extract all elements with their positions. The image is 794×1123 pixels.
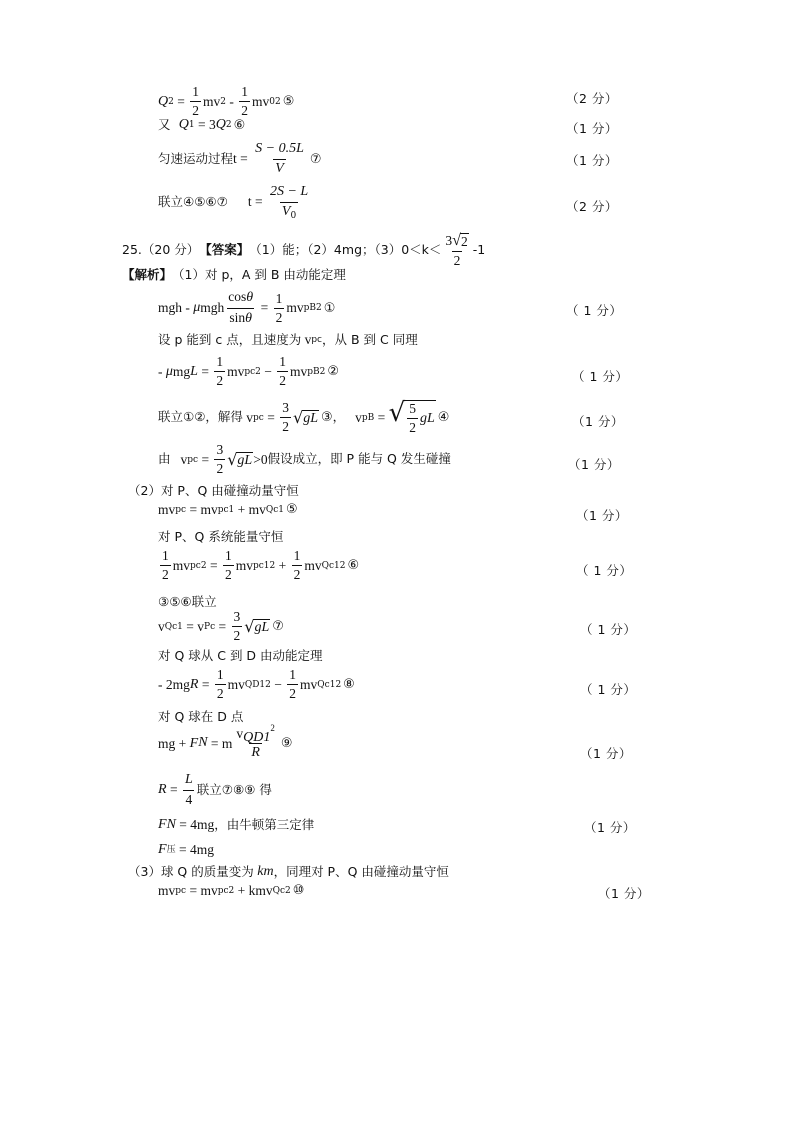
eq-q2: Q 2 = $\frac{1}{2}$ mv 2 - $\frac{1}{2}$ mv 0 2 ⑤ <box>158 84 295 119</box>
analysis-heading: 【解析】 （1）对 p，A 到 B 由动能定理 <box>122 267 346 282</box>
score-line: （1 分） <box>568 457 620 472</box>
question-25-answer: 25.（20 分） 【答案】 （1）能；（2）4mg；（3）0＜k＜ 3 √ 2 2 -1 <box>122 232 486 269</box>
eq-q1: 又 Q 1 = 3 Q 2 ⑥ <box>158 116 246 133</box>
eq-result-t: 联立④⑤⑥⑦ t = $\frac{2S - L}{V_0}$ <box>158 184 309 221</box>
eq-solve-velocities: 联立①②，解得 v pc = $\frac{3}{2}$ √ gL ③ ， v pB = √ $\frac{5}{2}$ gL ④ <box>158 398 450 436</box>
score-line: （ 1 分） <box>580 682 637 697</box>
marker-5b: ⑤ <box>286 502 298 518</box>
eq-collision-check: 由 v pc = $\frac{3}{2}$ √ gL >0 假设成立，即 P 能与 Q 发生碰撞 <box>158 442 451 477</box>
marker-8: ⑧ <box>343 677 355 693</box>
eq-pressure-force: F 压 = 4mg <box>158 842 214 858</box>
marker-9: ⑨ <box>280 736 293 752</box>
assumption-line: 设 p 能到 c 点，且速度为 v pc ，从 B 到 C 同理 <box>158 331 418 347</box>
eq-momentum-1: mv pc = mv pc1 + mv Qc1 ⑤ <box>158 502 298 518</box>
part-2-heading: （2）对 P、Q 由碰撞动量守恒 <box>128 483 299 498</box>
score-line: （1 分） <box>566 121 618 136</box>
eq-energy-cd: - 2mg R = $\frac{1}{2}$ mv QD1 2 − $\frac{1}{2}$ mv Qc1 2 ⑧ <box>158 667 355 702</box>
marker-7b: ⑦ <box>272 619 284 635</box>
score-line: （2 分） <box>566 91 618 106</box>
score-line: （1 分） <box>584 820 636 835</box>
score-line: （ 1 分） <box>572 369 629 384</box>
score-line: （1 分） <box>566 153 618 168</box>
eq-uniform-motion: 匀速运动过程 t = $\frac{S - 0.5L}{V}$ ⑦ <box>158 141 322 176</box>
part-3-heading: （3）球 Q 的质量变为 km ，同理对 P、Q 由碰撞动量守恒 <box>128 863 449 879</box>
score-line: （ 1 分） <box>566 303 623 318</box>
marker-10: ⑩ <box>292 883 305 899</box>
score-line: （1 分） <box>576 508 628 523</box>
eq-normal-force: F N = 4mg ，由牛顿第三定律 <box>158 816 315 833</box>
eq-vqc1: v Qc1 = v Pc = $\frac{3}{2}$ √ gL ⑦ <box>158 609 284 644</box>
marker-1: ① <box>323 300 336 316</box>
eq-energy-ab: mgh - μ mgh $\frac{\cos\theta}{\sin\theta}$ = $\frac{1}{2}$ mv pB 2 ① <box>158 289 336 326</box>
score-line: （ 1 分） <box>576 563 633 578</box>
eq-momentum-2: mv pc = mv pc2 + kmv Qc2 ⑩ <box>158 883 305 899</box>
score-line: （ 1 分） <box>580 622 637 637</box>
combine-356: ③⑤⑥联立 <box>158 594 217 609</box>
score-line: （1 分） <box>572 414 624 429</box>
marker-4: ④ <box>437 410 450 426</box>
marker-7: ⑦ <box>309 151 322 167</box>
q-c-to-d-heading: 对 Q 球从 C 到 D 由动能定理 <box>158 648 323 663</box>
score-line: （1 分） <box>580 746 632 761</box>
marker-5: ⑤ <box>282 94 295 110</box>
eq-centripetal: mg + F N = m $\frac{v_{QD1}^2}{R}$ ⑨ <box>158 723 293 761</box>
marker-6: ⑥ <box>233 117 246 133</box>
q-at-d-heading: 对 Q 球在 D 点 <box>158 709 244 724</box>
marker-2: ② <box>327 364 340 380</box>
eq-energy-collision: $\frac{1}{2}$ mv pc 2 = $\frac{1}{2}$ mv pc1 2 + $\frac{1}{2}$ mv Qc1 2 ⑥ <box>162 548 360 583</box>
eq-radius: R = $\frac{L}{4}$ 联立⑦⑧⑨ 得 <box>158 772 272 807</box>
score-line: （1 分） <box>598 886 650 901</box>
score-line: （2 分） <box>566 199 618 214</box>
energy-heading: 对 P、Q 系统能量守恒 <box>158 529 284 544</box>
marker-3: ③ <box>320 410 333 426</box>
marker-6b: ⑥ <box>347 558 360 574</box>
eq-energy-bc: - μ mg L = $\frac{1}{2}$ mv pc 2 − $\frac{1}{2}$ mv pB 2 ② <box>158 354 340 389</box>
